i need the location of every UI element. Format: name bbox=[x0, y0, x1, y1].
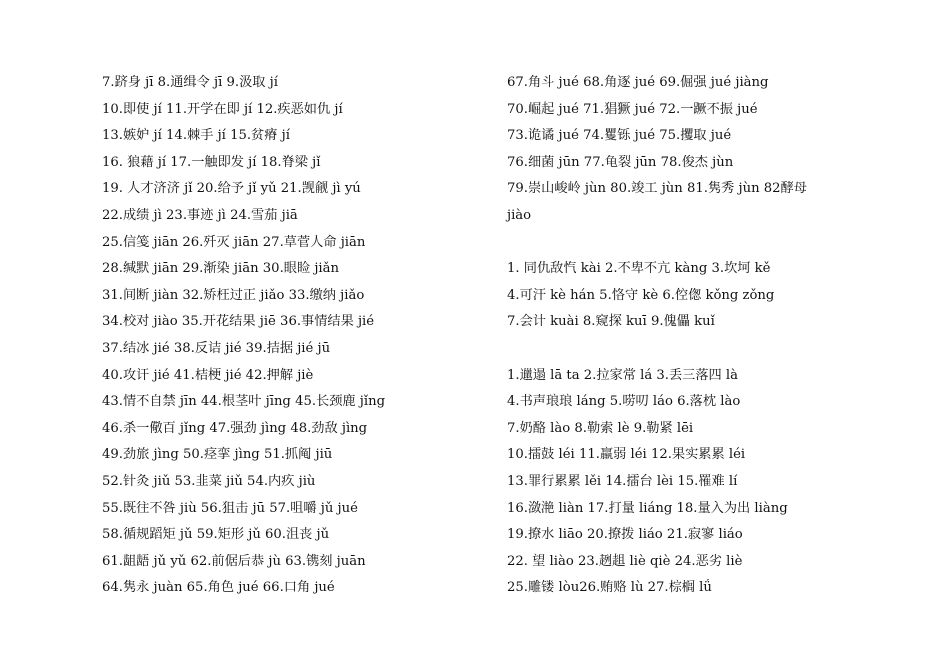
text-line: 76.细菌 jūn 77.龟裂 jūn 78.俊杰 jùn bbox=[507, 154, 734, 170]
text-line: 40.攻讦 jié 41.桔梗 jié 42.押解 jiè bbox=[102, 367, 314, 383]
text-line: 58.循规蹈矩 jǔ 59.矩形 jǔ 60.沮丧 jǔ bbox=[102, 527, 330, 543]
text-line: 22. 望 liào 23.趔趄 liè qiè 24.恶劣 liè bbox=[507, 553, 743, 569]
text-line: 55.既往不咎 jiù 56.狙击 jū 57.咀嚼 jǔ jué bbox=[102, 500, 358, 516]
text-line: 1.邋遢 lā ta 2.拉家常 lá 3.丢三落四 là bbox=[507, 367, 738, 383]
text-line: 31.间断 jiàn 32.矫枉过正 jiǎo 33.缴纳 jiǎo bbox=[102, 287, 365, 303]
text-line: 7.奶酪 lào 8.勒索 lè 9.勒紧 lēi bbox=[507, 420, 694, 436]
text-line: 25.雕镂 lòu26.贿赂 lù 27.棕榈 lǘ bbox=[507, 580, 712, 596]
text-line: 64.隽永 juàn 65.角色 jué 66.口角 jué bbox=[102, 580, 335, 596]
text-line: 52.针灸 jiǔ 53.韭菜 jiǔ 54.内疚 jiù bbox=[102, 473, 316, 489]
text-line: 13.罪行累累 lěi 14.擂台 lèi 15.罹难 lí bbox=[507, 473, 738, 489]
right-column bbox=[507, 70, 807, 602]
text-line: 49.劲旅 jìng 50.痉挛 jìng 51.抓阄 jiū bbox=[102, 447, 333, 463]
text-line: 43.情不自禁 jīn 44.根茎叶 jīng 45.长颈鹿 jǐng bbox=[102, 394, 386, 410]
text-line: 1. 同仇敌忾 kài 2.不卑不亢 kàng 3.坎坷 kě bbox=[507, 261, 771, 277]
text-line: 16. 狼藉 jí 17.一触即发 jí 18.脊梁 jǐ bbox=[102, 154, 321, 170]
text-line: 10.擂鼓 léi 11.羸弱 léi 12.果实累累 léi bbox=[507, 447, 746, 463]
left-column bbox=[102, 70, 482, 602]
text-line: 4.可汗 kè hán 5.恪守 kè 6.倥偬 kǒng zǒng bbox=[507, 287, 775, 303]
text-line: 67.角斗 jué 68.角逐 jué 69.倔强 jué jiàng bbox=[507, 75, 769, 90]
text-line: 19. 人才济济 jǐ 20.给予 jǐ yǔ 21.觊觎 jì yú bbox=[102, 181, 361, 197]
text-line: 46.杀一儆百 jǐng 47.强劲 jìng 48.劲敌 jìng bbox=[102, 420, 368, 436]
text-line: 7.会计 kuài 8.窥探 kuī 9.傀儡 kuǐ bbox=[507, 314, 715, 330]
text-line: 13.嫉妒 jí 14.棘手 jí 15.贫瘠 jí bbox=[102, 128, 290, 144]
text-line: 10.即使 jí 11.开学在即 jí 12.疾恶如仇 jí bbox=[102, 101, 343, 117]
blank-line bbox=[507, 336, 807, 363]
text-line: 22.成绩 jì 23.事迹 jì 24.雪茄 jiā bbox=[102, 207, 298, 223]
text-line: 37.结冰 jié 38.反诘 jié 39.拮据 jié jū bbox=[102, 340, 331, 356]
text-line: 34.校对 jiào 35.开花结果 jiē 36.事情结果 jié bbox=[102, 314, 375, 330]
text-line: 19.撩水 liāo 20.撩拨 liáo 21.寂寥 liáo bbox=[507, 527, 743, 543]
text-line: 4.书声琅琅 láng 5.唠叨 láo 6.落枕 lào bbox=[507, 394, 741, 410]
text-line: 61.龃龉 jǔ yǔ 62.前倨后恭 jù 63.镌刻 juān bbox=[102, 553, 366, 569]
text-line: 25.信笺 jiān 26.歼灭 jiān 27.草菅人命 jiān bbox=[102, 234, 366, 250]
text-line: 73.诡谲 jué 74.矍铄 jué 75.攫取 jué bbox=[507, 128, 732, 144]
text-line: 7.跻身 jī 8.通缉令 jī 9.汲取 jí bbox=[102, 75, 278, 90]
text-line: 28.缄默 jiān 29.渐染 jiān 30.眼睑 jiǎn bbox=[102, 261, 339, 277]
text-line: 70.崛起 jué 71.猖獗 jué 72.一蹶不振 jué bbox=[507, 101, 758, 117]
text-line: 79.崇山峻岭 jùn 80.竣工 jùn 81.隽秀 jùn 82酵母 jiào bbox=[507, 181, 807, 223]
text-line: 16.潋滟 liàn 17.打量 liáng 18.量入为出 liàng bbox=[507, 500, 788, 516]
blank-line bbox=[507, 230, 807, 257]
